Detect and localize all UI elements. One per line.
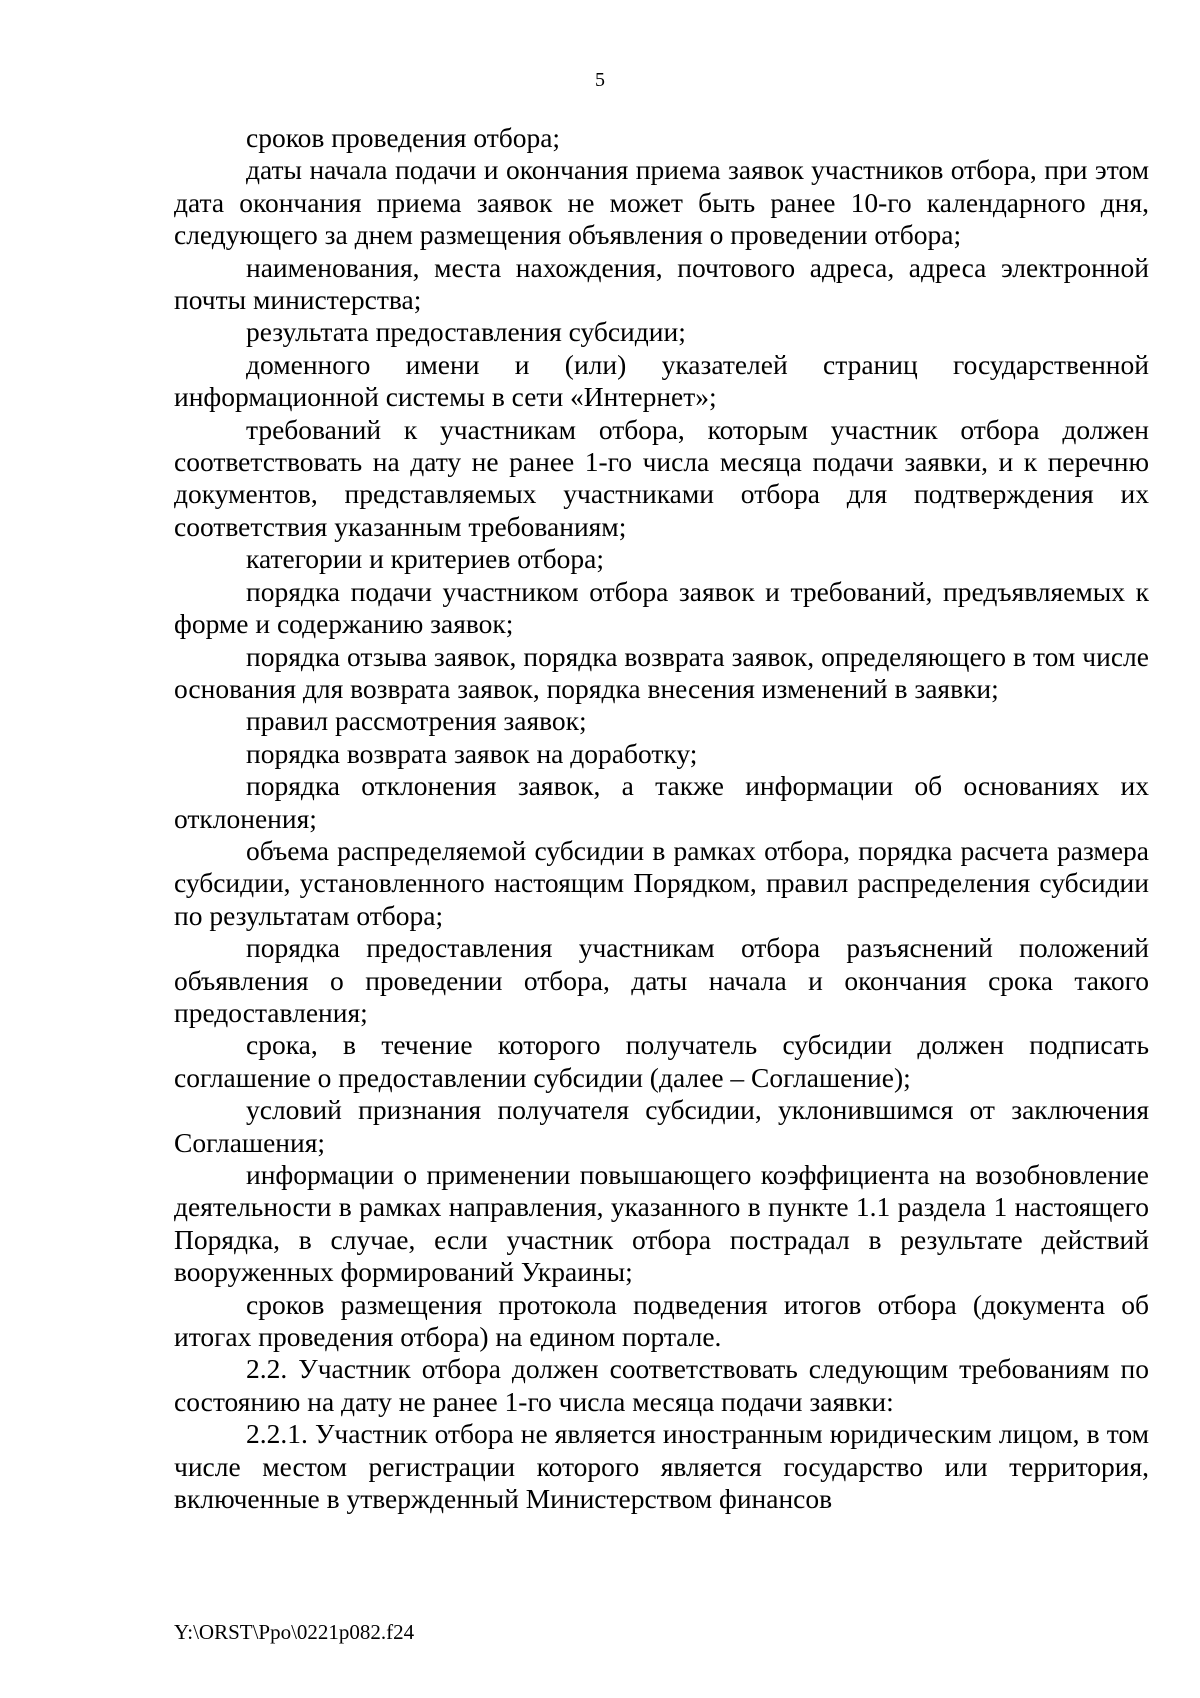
paragraph: порядка предоставления участникам отбора разъяснений положений объявления о проведении отбора, даты начала и окончания срока такого предоставления; — [174, 932, 1149, 1028]
paragraph: доменного имени и (или) указателей страниц государственной информационной системы в сети «Интернет»; — [174, 348, 1149, 413]
paragraph: порядка возврата заявок на доработку; — [246, 737, 698, 769]
section-paragraph: 2.2.1. Участник отбора не является иностранным юридическим лицом, в том числе местом регистрации которого является государство или территория, включенные в утвержденный Министерством финансов — [174, 1418, 1149, 1515]
body-text — [174, 122, 1149, 1515]
paragraph: условий признания получателя субсидии, уклонившимся от заключения Соглашения; — [174, 1094, 1149, 1158]
paragraph: порядка отклонения заявок, а также информации об основаниях их отклонения; — [174, 770, 1149, 834]
paragraph: сроков размещения протокола подведения итогов отбора (документа об итогах проведения отбора) на едином портале. — [174, 1288, 1149, 1353]
paragraph: правил рассмотрения заявок; — [246, 705, 587, 737]
paragraph: наименования, места нахождения, почтового адреса, адреса электронной почты министерства; — [174, 251, 1149, 316]
paragraph: информации о применении повышающего коэффициента на возобновление деятельности в рамках направления, указанного в пункте 1.1 раздела 1 настоящего Порядка, в случае, если участник отбора пострадал в результате действий вооруженных формирований Украины; — [174, 1159, 1149, 1288]
paragraph: результата предоставления субсидии; — [246, 316, 686, 348]
section-paragraph: 2.2. Участник отбора должен соответствовать следующим требованиям по состоянию на дату не ранее 1-го числа месяца подачи заявки: — [174, 1353, 1149, 1417]
paragraph: порядка подачи участником отбора заявок и требований, предъявляемых к форме и содержанию заявок; — [174, 575, 1149, 640]
footer-file-path: Y:\ORST\Ppo\0221p082.f24 — [174, 1620, 415, 1644]
paragraph: объема распределяемой субсидии в рамках отбора, порядка расчета размера субсидии, установленного настоящим Порядком, правил распределения субсидии по результатам отбора; — [174, 834, 1149, 931]
paragraph: порядка отзыва заявок, порядка возврата заявок, определяющего в том числе основания для возврата заявок, порядка внесения изменений в заявки; — [174, 640, 1149, 704]
paragraph: категории и критериев отбора; — [246, 543, 604, 575]
paragraph: требований к участникам отбора, которым участник отбора должен соответствовать на дату не ранее 1-го числа месяца подачи заявки, и к перечню документов, представляемых участниками отбора для подтверждения их соответствия указанным требованиям; — [174, 413, 1149, 542]
paragraph: сроков проведения отбора; — [246, 122, 561, 153]
page-number: 5 — [595, 69, 605, 91]
paragraph: срока, в течение которого получатель субсидии должен подписать соглашение о предоставлении субсидии (далее – Соглашение); — [174, 1029, 1149, 1093]
paragraph: даты начала подачи и окончания приема заявок участников отбора, при этом дата окончания приема заявок не может быть ранее 10-го календарного дня, следующего за днем размещения объявления о проведении отбора; — [174, 154, 1149, 251]
